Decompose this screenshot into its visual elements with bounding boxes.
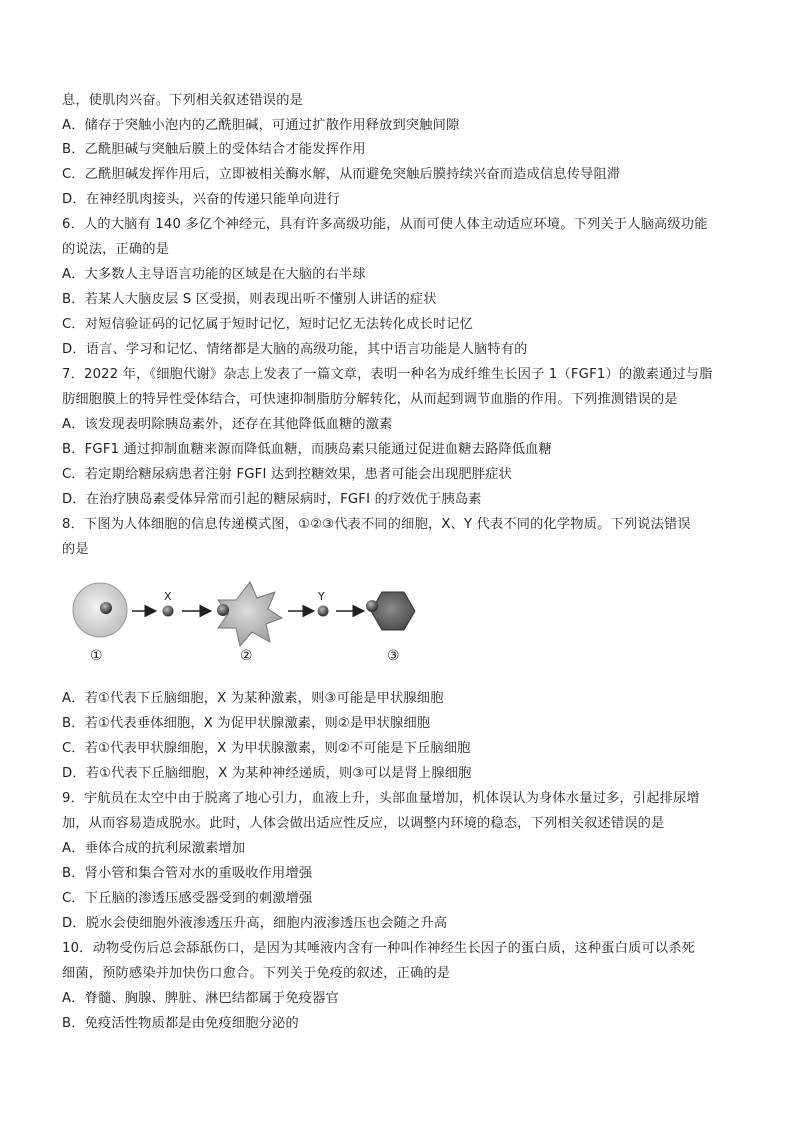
option-9c: C．下丘脑的渗透压感受器受到的刺激增强 xyxy=(62,891,313,906)
label-cell-2: ② xyxy=(240,648,253,664)
cell-signaling-diagram xyxy=(62,580,482,670)
option-6a: A．大多数人主导语言功能的区域是在大脑的右半球 xyxy=(62,267,366,282)
option-5c: C．乙酰胆碱发挥作用后，立即被相关酶水解，从而避免突触后膜持续兴奋而造成信息传导阻滞 xyxy=(62,167,621,182)
option-7d: D．在治疗胰岛素受体异常而引起的糖尿病时，FGFI 的疗效优于胰岛素 xyxy=(62,492,482,507)
molecule-y xyxy=(318,606,329,617)
option-9b: B．肾小管和集合管对水的重吸收作用增强 xyxy=(62,866,313,881)
label-cell-1: ① xyxy=(90,648,103,664)
option-6b: B．若某人大脑皮层 S 区受损，则表现出听不懂别人讲话的症状 xyxy=(62,292,437,307)
cell-2-shape xyxy=(217,582,282,646)
question-6-stem-cont: 的说法，正确的是 xyxy=(62,242,170,257)
question-8-stem: 8．下图为人体细胞的信息传递模式图，①②③代表不同的细胞，X、Y 代表不同的化学物质。下列说法错误 xyxy=(62,517,691,532)
option-8b: B．若①代表垂体细胞，X 为促甲状腺激素，则②是甲状腺细胞 xyxy=(62,716,431,731)
label-x: X xyxy=(164,590,172,603)
question-6-stem: 6．人的大脑有 140 多亿个神经元，具有许多高级功能，从而可使人体主动适应环境。下列关于人脑高级功能 xyxy=(62,217,708,232)
option-7b: B．FGF1 通过抑制血糖来源而降低血糖，而胰岛素只能通过促进血糖去路降低血糖 xyxy=(62,442,553,457)
option-8c: C．若①代表甲状腺细胞，X 为甲状腺激素，则②不可能是下丘脑细胞 xyxy=(62,741,471,756)
option-9d: D．脱水会使细胞外液渗透压升高，细胞内液渗透压也会随之升高 xyxy=(62,916,448,931)
cell-1-shape xyxy=(73,583,127,637)
option-7c: C．若定期给糖尿病患者注射 FGFI 达到控糖效果，患者可能会出现肥胖症状 xyxy=(62,467,512,482)
question-8-stem-cont: 的是 xyxy=(62,542,89,557)
text-line-q5-stem-end: 息，使肌肉兴奋。下列相关叙述错误的是 xyxy=(62,93,303,108)
molecule-x xyxy=(163,606,174,617)
question-9-stem-cont: 加，从而容易造成脱水。此时，人体会做出适应性反应，以调整内环境的稳态，下列相关叙述错误的是 xyxy=(62,816,665,831)
option-8d: D．若①代表下丘脑细胞，X 为某种神经递质，则③可以是肾上腺细胞 xyxy=(62,766,472,781)
option-6d: D．语言、学习和记忆、情绪都是大脑的高级功能，其中语言功能是人脑特有的 xyxy=(62,342,528,357)
question-7-stem-cont: 肪细胞膜上的特异性受体结合，可快速抑制脂肪分解转化，从而起到调节血脂的作用。下列推测错误的是 xyxy=(62,392,678,407)
option-5b: B．乙酰胆碱与突触后膜上的受体结合才能发挥作用 xyxy=(62,142,366,157)
label-cell-3: ③ xyxy=(387,648,400,664)
cell-3-shape xyxy=(366,592,415,630)
option-6c: C．对短信验证码的记忆属于短时记忆，短时记忆无法转化成长时记忆 xyxy=(62,317,474,332)
question-7-stem: 7．2022 年，《细胞代谢》杂志上发表了一篇文章，表明一种名为成纤维生长因子 1（FGF1）的激素通过与脂 xyxy=(62,367,713,382)
option-10b: B．免疫活性物质都是由免疫细胞分泌的 xyxy=(62,1016,299,1031)
question-9-stem: 9．宇航员在太空中由于脱离了地心引力，血液上升，头部血量增加，机体误认为身体水量过多，引起排尿增 xyxy=(62,791,700,806)
question-10-stem-cont: 细菌，预防感染并加快伤口愈合。下列关于免疫的叙述，正确的是 xyxy=(62,966,451,981)
option-8a: A．若①代表下丘脑细胞，X 为某种激素，则③可能是甲状腺细胞 xyxy=(62,691,444,706)
option-5a: A．储存于突触小泡内的乙酰胆碱，可通过扩散作用释放到突触间隙 xyxy=(62,118,460,133)
option-7a: A．该发现表明除胰岛素外，还存在其他降低血糖的激素 xyxy=(62,417,393,432)
option-9a: A．垂体合成的抗利尿激素增加 xyxy=(62,841,246,856)
option-5d: D．在神经肌肉接头，兴奋的传递只能单向进行 xyxy=(62,192,341,207)
question-10-stem: 10．动物受伤后总会舔舐伤口，是因为其唾液内含有一种叫作神经生长因子的蛋白质，这种蛋白质可以杀死 xyxy=(62,941,696,956)
label-y: Y xyxy=(318,590,325,603)
option-10a: A．脊髓、胸腺、脾脏、淋巴结都属于免疫器官 xyxy=(62,991,339,1006)
